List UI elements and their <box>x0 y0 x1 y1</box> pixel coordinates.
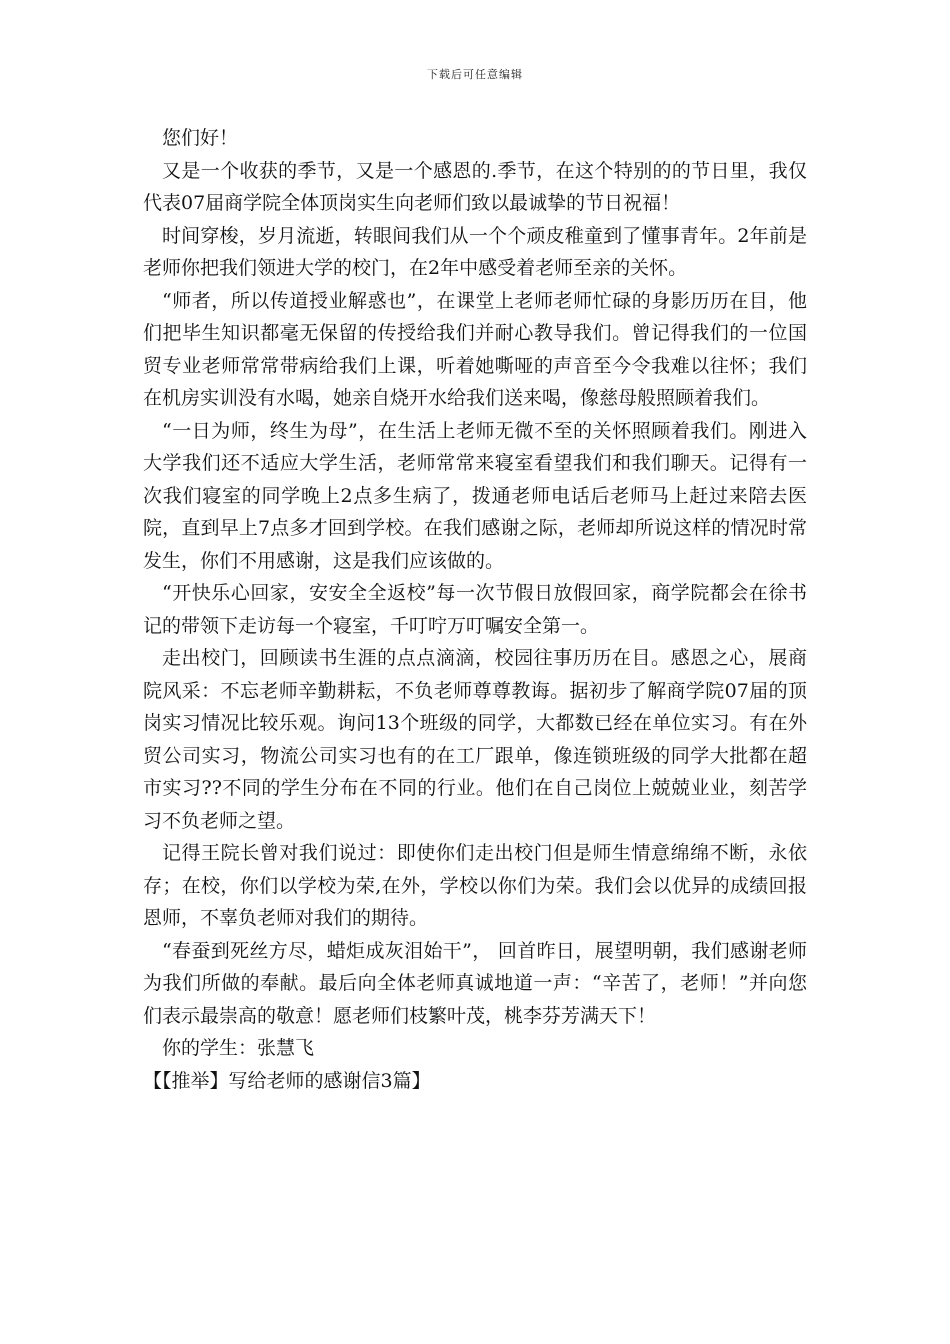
header-note: 下载后可任意编辑 <box>427 68 523 81</box>
paragraph-4: “一日为师，终生为母”，在生活上老师无微不至的关怀照顾着我们。刚进入大学我们还不适应大学生活，老师常常来寝室看望我们和我们聊天。记得有一次我们寝室的同学晚上2点多生病了，拨通老师电话后老师马上赶过来陪去医院，直到早上7点多才回到学校。在我们感谢之际，老师却所说这样的情况时常发生，你们不用感谢，这是我们应该做的。 <box>143 419 807 572</box>
paragraph-5: “开快乐心回家，安安全全返校”每一次节假日放假回家，商学院都会在徐书记的带领下走访每一个寝室，千叮咛万叮嘱安全第一。 <box>143 582 807 637</box>
paragraph-3: “师者，所以传道授业解惑也”，在课堂上老师老师忙碌的身影历历在目，他们把毕生知识都毫无保留的传授给我们并耐心教导我们。曾记得我们的一位国贸专业老师常常带病给我们上课，听着她嘶哑的声音至今令我难以往怀；我们在机房实训没有水喝，她亲自烧开水给我们送来喝，像慈母般照顾着我们。 <box>143 289 807 409</box>
paragraph-1: 又是一个收获的季节，又是一个感恩的.季节，在这个特别的的节日里，我仅代表07届商学院全体顶岗实生向老师们致以最诚挚的节日祝福！ <box>143 159 807 214</box>
paragraph-8: “春蚕到死丝方尽，蜡炬成灰泪始干”， 回首昨日，展望明朝，我们感谢老师为我们所做的奉献。最后向全体老师真诚地道一声：“辛苦了，老师！”并向您们表示最崇高的敬意！愿老师们枝繁叶茂，桃李芬芳满天下！ <box>143 939 807 1027</box>
letter-body <box>143 122 807 1097</box>
paragraph-6: 走出校门，回顾读书生涯的点点滴滴，校园往事历历在目。感恩之心，展商院风采：不忘老师辛勤耕耘，不负老师尊尊教诲。据初步了解商学院07届的顶岗实习情况比较乐观。询问13个班级的同学，大都数已经在单位实习。有在外贸公司实习，物流公司实习也有的在工厂跟单，像连锁班级的同学大批都在超市实习??不同的学生分布在不同的行业。他们在自己岗位上兢兢业业，刻苦学习不负老师之望。 <box>143 647 807 832</box>
signature: 你的学生：张慧飞 <box>162 1037 315 1059</box>
greeting: 您们好！ <box>162 127 239 149</box>
paragraph-7: 记得王院长曾对我们说过：即使你们走出校门但是师生情意绵绵不断，永依存；在校，你们以学校为荣,在外，学校以你们为荣。我们会以优异的成绩回报恩师，不辜负老师对我们的期待。 <box>143 842 807 929</box>
paragraph-2: 时间穿梭，岁月流逝，转眼间我们从一个个顽皮稚童到了懂事青年。2年前是老师你把我们领进大学的校门，在2年中感受着老师至亲的关怀。 <box>143 224 807 279</box>
footer-title: 【【推举】写给老师的感谢信3篇】 <box>143 1069 431 1092</box>
